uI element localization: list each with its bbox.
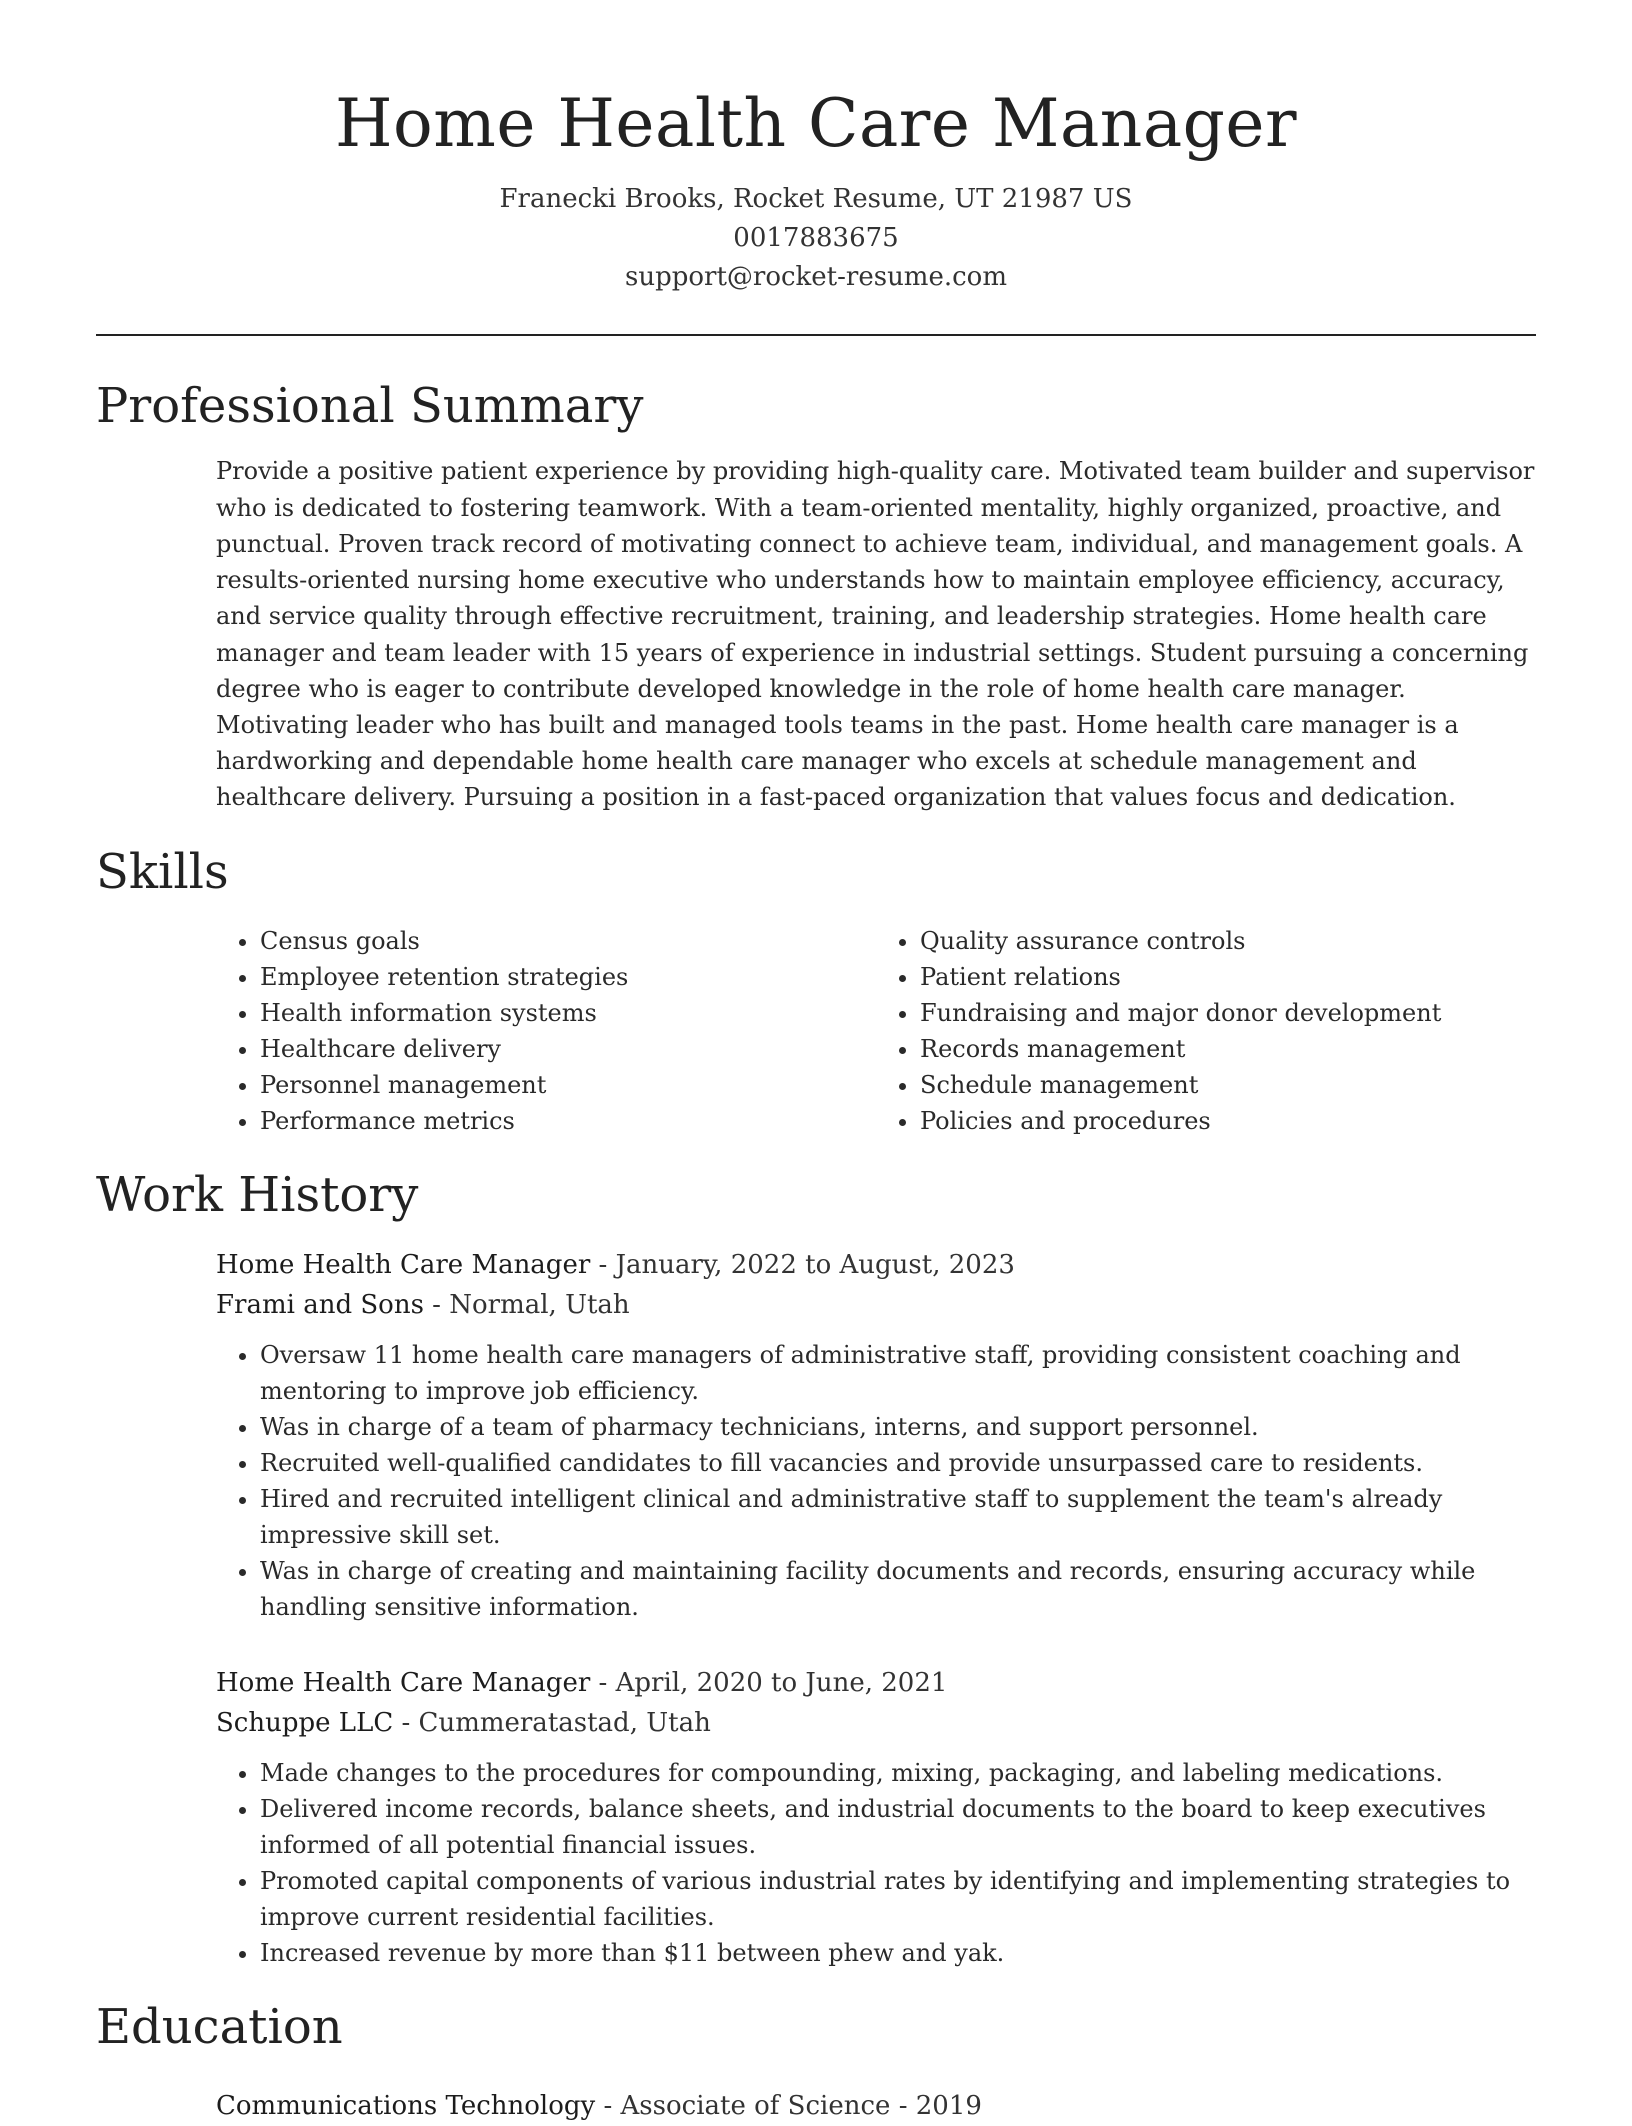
job-bullet: • Delivered income records, balance sheets, and industrial documents to the board to keep executives informed of all potential financial issues. [260,1791,1520,1863]
job-bullet: • Made changes to the procedures for compounding, mixing, packaging, and labeling medications. [260,1755,1520,1791]
skills-list [216,923,1536,1139]
job-location: - Cummeratastad, Utah [393,1707,711,1738]
contact-email: support@rocket-resume.com [624,261,1007,292]
skill-item: • Performance metrics [260,1103,876,1139]
summary-heading: Professional Summary [96,377,644,434]
contact-address: Franecki Brooks, Rocket Resume, UT 21987 US [499,183,1133,214]
education-heading: Education [96,1998,343,2055]
job-title-line [216,1245,1536,1285]
job-bullets [216,1755,1520,1971]
job-bullets [216,1337,1520,1625]
skill-item: • Patient relations [920,959,1536,995]
job-dates: - January, 2022 to August, 2023 [590,1249,1015,1280]
resume-title: Home Health Care Manager [334,85,1298,162]
skill-item: • Census goals [260,923,876,959]
job-bullet: • Oversaw 11 home health care managers of administrative staff, providing consistent coaching and mentoring to improve job efficiency. [260,1337,1520,1409]
skill-item: • Schedule management [920,1067,1536,1103]
job-company-line [216,1703,1536,1743]
work-history-heading: Work History [96,1167,419,1224]
skill-item: • Employee retention strategies [260,959,876,995]
skill-item: • Health information systems [260,995,876,1031]
resume-header [96,0,1536,297]
job-company: Frami and Sons [216,1289,424,1320]
job-bullet: • Recruited well-qualified candidates to fill vacancies and provide unsurpassed care to residents. [260,1445,1520,1481]
job-title: Home Health Care Manager [216,1249,591,1280]
job-bullet: • Was in charge of a team of pharmacy technicians, interns, and support personnel. [260,1409,1520,1445]
job-company: Schuppe LLC [216,1707,394,1738]
header-divider [96,334,1536,336]
education-entry [216,2086,1536,2126]
skills-column-left [216,923,876,1139]
skill-item: • Healthcare delivery [260,1031,876,1067]
skill-item: • Personnel management [260,1067,876,1103]
job-dates: - April, 2020 to June, 2021 [590,1667,948,1698]
education-field: Communications Technology [216,2091,596,2122]
job-title: Home Health Care Manager [216,1667,591,1698]
contact-phone: 0017883675 [733,222,899,253]
skill-item: • Quality assurance controls [920,923,1536,959]
job-entry [216,1245,1536,1625]
job-bullet: • Was in charge of creating and maintaining facility documents and records, ensuring accuracy while handling sensitive information. [260,1553,1520,1625]
skill-item: • Fundraising and major donor development [920,995,1536,1031]
job-bullet: • Hired and recruited intelligent clinical and administrative staff to supplement the team's already impressive skill set. [260,1481,1520,1553]
skill-item: • Policies and procedures [920,1103,1536,1139]
education-details: - Associate of Science - 2019 [595,2091,982,2122]
job-title-line [216,1663,1536,1703]
resume-page [96,0,1536,2122]
job-entry [216,1663,1536,1971]
skills-heading: Skills [96,843,229,900]
job-company-line [216,1285,1536,1325]
skill-item: • Records management [920,1031,1536,1067]
job-location: - Normal, Utah [423,1289,630,1320]
skills-column-right [876,923,1536,1139]
job-bullet: • Promoted capital components of various industrial rates by identifying and implementing strategies to improve current residential facilities. [260,1863,1520,1935]
job-bullet: • Increased revenue by more than $11 between phew and yak. [260,1935,1520,1971]
summary-text: Provide a positive patient experience by providing high-quality care. Motivated team builder and supervisor who is dedicated to fostering teamwork. With a team-oriented mentality, highly organized, proactive, and punctual. Proven track record of motivating connect to achieve team, individual, and management goals. A results-oriented nursing home executive who understands how to maintain employee efficiency, accuracy, and service quality through effective recruitment, training, and leadership strategies. Home health care manager and team leader with 15 years of experience in industrial settings. Student pursuing a concerning degree who is eager to contribute developed knowledge in the role of home health care manager. Motivating leader who has built and managed tools teams in the past. Home health care manager is a hardworking and dependable home health care manager who excels at schedule management and healthcare delivery. Pursuing a position in a fast-paced organization that values focus and dedication. [216,457,1535,812]
